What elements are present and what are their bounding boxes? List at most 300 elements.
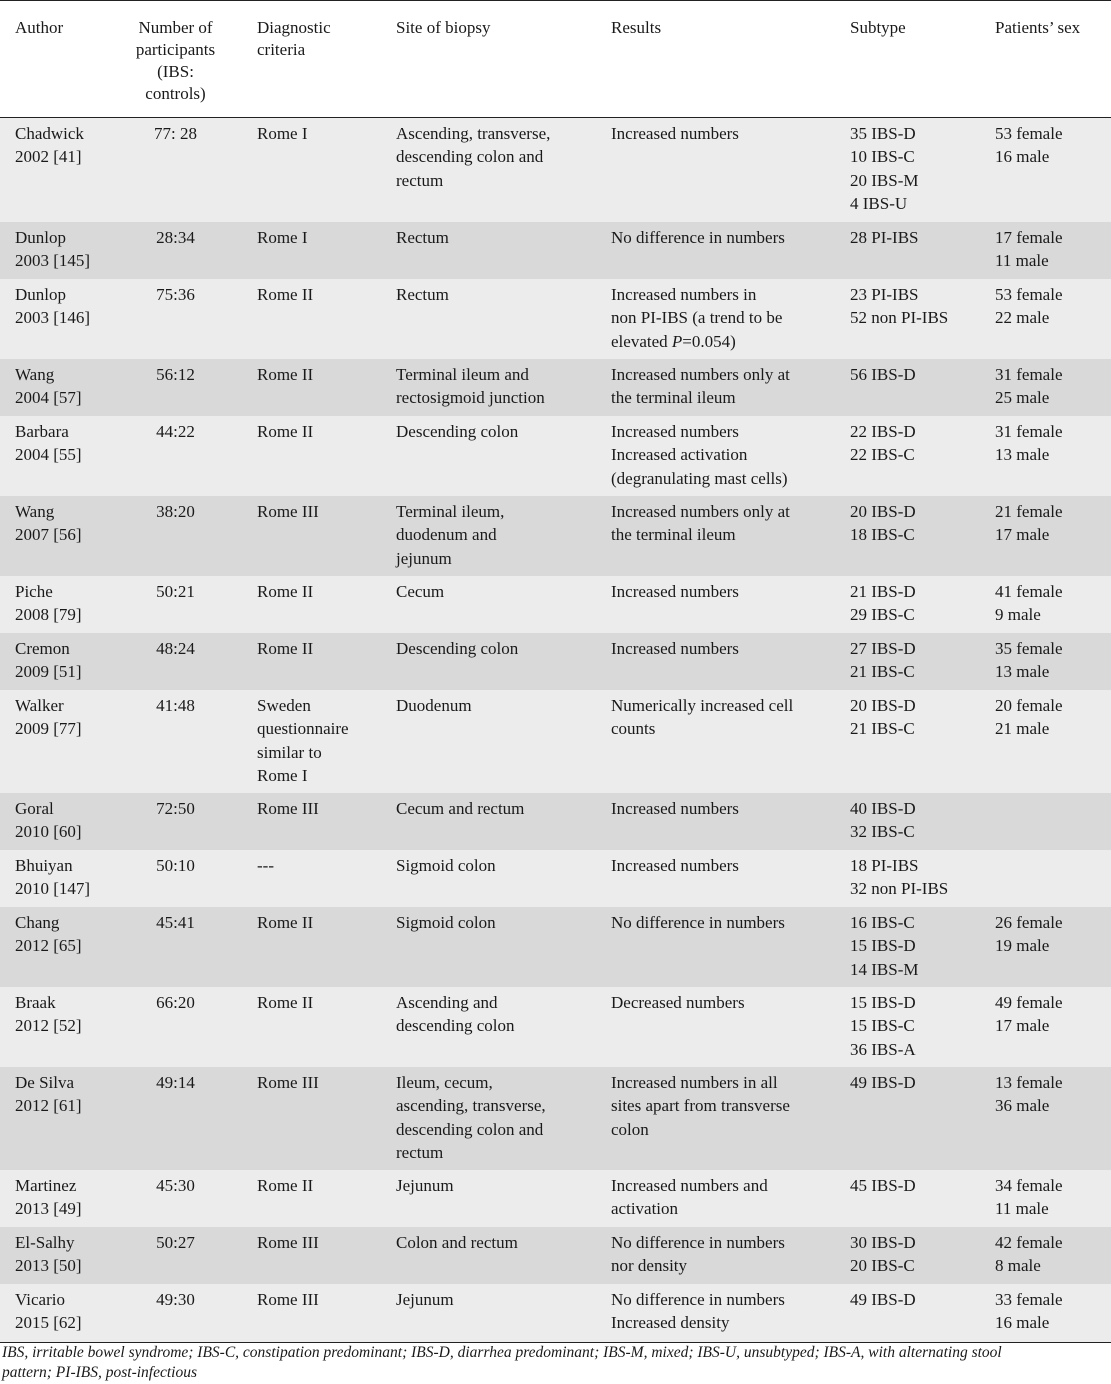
table-row xyxy=(0,1284,1111,1342)
cell-line: 49 IBS-D xyxy=(850,1073,916,1092)
cell-line: Sigmoid colon xyxy=(396,913,496,932)
cell-line: non PI-IBS (a trend to be xyxy=(611,308,783,328)
cell-line: Decreased numbers xyxy=(611,993,745,1012)
cell-sex xyxy=(995,690,1063,741)
cell-line: Increased numbers in xyxy=(611,285,757,304)
table-body xyxy=(0,118,1111,1342)
cell-line: Rome I xyxy=(257,765,308,785)
cell-line: 13 male xyxy=(995,445,1050,465)
cell-line: the terminal ileum xyxy=(611,388,736,408)
cell-line: Rome II xyxy=(257,913,314,932)
cell-subtype xyxy=(850,850,948,901)
cell-line: 2002 [41] xyxy=(15,147,82,167)
cell-line: 22 IBS-C xyxy=(850,445,915,465)
cell-line: Number of xyxy=(138,18,213,37)
cell-line: Braak xyxy=(15,993,56,1012)
cell-line: 45:30 xyxy=(156,1176,195,1195)
cell-line: rectum xyxy=(396,170,444,190)
cell-sex xyxy=(995,1284,1063,1335)
cell-line: Rome III xyxy=(257,799,319,818)
cell-line: 49:14 xyxy=(156,1073,195,1092)
cell-results xyxy=(611,633,739,660)
cell-line: 34 female xyxy=(995,1176,1063,1195)
cell-line: 2013 [50] xyxy=(15,1256,82,1276)
cell-line: 16 male xyxy=(995,147,1050,167)
cell-sex xyxy=(995,496,1063,547)
cell-criteria xyxy=(257,793,319,820)
cell-author xyxy=(15,987,82,1038)
table-header xyxy=(0,0,1111,118)
cell-participants xyxy=(118,118,233,145)
cell-sex xyxy=(995,1227,1063,1278)
cell-subtype xyxy=(850,1170,916,1197)
table-row xyxy=(0,987,1111,1067)
table-row xyxy=(0,279,1111,359)
cell-line: --- xyxy=(257,856,274,875)
cell-line: Cecum and rectum xyxy=(396,799,525,818)
cell-line: 2010 [60] xyxy=(15,822,82,842)
cell-author xyxy=(15,1170,82,1221)
cell-line: counts xyxy=(611,719,656,739)
cell-results xyxy=(611,907,785,934)
cell-line: Barbara xyxy=(15,422,69,441)
cell-author xyxy=(15,279,90,330)
cell-line: 21 female xyxy=(995,502,1063,521)
cell-line: Dunlop xyxy=(15,285,66,304)
cell-line: Walker xyxy=(15,696,64,715)
cell-line: Ileum, cecum, xyxy=(396,1073,493,1092)
cell-line: Rome I xyxy=(257,124,308,143)
cell-line: Duodenum xyxy=(396,696,472,715)
cell-line: 53 female xyxy=(995,285,1063,304)
cell-sex xyxy=(995,118,1063,169)
table-row xyxy=(0,690,1111,793)
cell-line: 49 IBS-D xyxy=(850,1290,916,1309)
cell-criteria xyxy=(257,850,274,877)
cell-participants xyxy=(118,576,233,603)
cell-line: 20 IBS-C xyxy=(850,1256,915,1276)
cell-line: 16 IBS-C xyxy=(850,913,915,932)
cell-line: 2012 [65] xyxy=(15,936,82,956)
cell-line: 17 male xyxy=(995,1016,1050,1036)
table-row xyxy=(0,793,1111,850)
cell-site xyxy=(396,907,496,934)
cell-site xyxy=(396,279,449,306)
cell-line: questionnaire xyxy=(257,719,349,739)
cell-results xyxy=(611,1227,785,1278)
cell-line: 17 male xyxy=(995,525,1050,545)
cell-line: 21 IBS-C xyxy=(850,719,915,739)
cell-author xyxy=(15,416,82,467)
cell-line: nor density xyxy=(611,1256,688,1276)
cell-line: Rectum xyxy=(396,285,449,304)
cell-line: 40 IBS-D xyxy=(850,799,916,818)
cell-subtype xyxy=(850,359,916,386)
table-row xyxy=(0,496,1111,576)
cell-participants xyxy=(118,1284,233,1311)
cell-line: Author xyxy=(15,18,64,37)
cell-line: Jejunum xyxy=(396,1290,454,1309)
cell-line: Terminal ileum and xyxy=(396,365,529,384)
cell-line: No difference in numbers xyxy=(611,1233,785,1252)
cell-line: 15 IBS-D xyxy=(850,936,916,956)
cell-site xyxy=(396,118,550,192)
cell-sex xyxy=(995,907,1063,958)
cell-line: Descending colon xyxy=(396,422,519,441)
cell-line: 38:20 xyxy=(156,502,195,521)
cell-participants xyxy=(118,633,233,660)
table-row xyxy=(0,222,1111,279)
cell-line: Increased numbers in all xyxy=(611,1073,778,1092)
cell-line: De Silva xyxy=(15,1073,75,1092)
cell-line: 2012 [61] xyxy=(15,1096,82,1116)
cell-line: 18 IBS-C xyxy=(850,525,915,545)
cell-line: Rome II xyxy=(257,285,314,304)
table-row xyxy=(0,850,1111,907)
cell-line: 56 IBS-D xyxy=(850,365,916,384)
cell-line: Ascending and xyxy=(396,993,498,1012)
header-participants xyxy=(118,1,233,105)
cell-line: Increased numbers only at xyxy=(611,502,790,521)
cell-site xyxy=(396,1170,454,1197)
cell-line: 8 male xyxy=(995,1256,1041,1276)
cell-author xyxy=(15,907,82,958)
cell-results xyxy=(611,1284,785,1335)
cell-author xyxy=(15,690,82,741)
cell-line: the terminal ileum xyxy=(611,525,736,545)
cell-line: 66:20 xyxy=(156,993,195,1012)
cell-results xyxy=(611,416,788,490)
cell-line: Colon and rectum xyxy=(396,1233,518,1252)
cell-subtype xyxy=(850,496,916,547)
cell-participants xyxy=(118,907,233,934)
cell-line: 2003 [146] xyxy=(15,308,91,328)
table-row xyxy=(0,907,1111,987)
cell-line: duodenum and xyxy=(396,525,497,545)
cell-author xyxy=(15,222,90,273)
cell-line: 2007 [56] xyxy=(15,525,82,545)
cell-sex xyxy=(995,359,1063,410)
cell-results xyxy=(611,1170,768,1221)
cell-site xyxy=(396,1284,454,1311)
cell-line: Rome III xyxy=(257,1073,319,1092)
table-row xyxy=(0,1067,1111,1170)
cell-criteria xyxy=(257,222,308,249)
cell-line: Increased numbers xyxy=(611,582,739,601)
cell-line: Rome III xyxy=(257,502,319,521)
cell-line: Subtype xyxy=(850,18,906,37)
cell-line: 2012 [52] xyxy=(15,1016,82,1036)
cell-results xyxy=(611,690,793,741)
cell-line: 4 IBS-U xyxy=(850,193,908,213)
cell-line: 49:30 xyxy=(156,1290,195,1309)
cell-participants xyxy=(118,987,233,1014)
cell-line: Diagnostic xyxy=(257,18,331,37)
cell-author xyxy=(15,1227,82,1278)
cell-results xyxy=(611,359,790,410)
cell-line: 17 female xyxy=(995,228,1063,247)
cell-line: Goral xyxy=(15,799,54,818)
cell-line: 50:10 xyxy=(156,856,195,875)
cell-line: 35 female xyxy=(995,639,1063,658)
cell-line: descending colon and xyxy=(396,147,544,167)
header-author xyxy=(15,1,63,39)
cell-participants xyxy=(118,416,233,443)
cell-author xyxy=(15,850,90,901)
cell-line: similar to xyxy=(257,742,322,762)
cell-site xyxy=(396,690,472,717)
cell-line: 21 IBS-D xyxy=(850,582,916,601)
cell-site xyxy=(396,850,496,877)
cell-line: participants xyxy=(135,40,216,59)
cell-line: Site of biopsy xyxy=(396,18,491,37)
cell-criteria xyxy=(257,359,313,386)
cell-line: 36 male xyxy=(995,1096,1050,1116)
cell-line: 20 female xyxy=(995,696,1063,715)
cell-line: Dunlop xyxy=(15,228,66,247)
cell-line: Jejunum xyxy=(396,1176,454,1195)
cell-line: 44:22 xyxy=(156,422,195,441)
cell-criteria xyxy=(257,690,349,787)
cell-subtype xyxy=(850,793,916,844)
cell-participants xyxy=(118,793,233,820)
cell-line: rectum xyxy=(396,1142,444,1162)
cell-line: Rome II xyxy=(257,422,314,441)
cell-line: controls) xyxy=(145,84,206,103)
cell-line: 15 IBS-D xyxy=(850,993,916,1012)
cell-line: Rome II xyxy=(257,582,314,601)
cell-line: 49 female xyxy=(995,993,1063,1012)
table-row xyxy=(0,576,1111,633)
cell-line: 2009 [77] xyxy=(15,719,82,739)
cell-line: Rome II xyxy=(257,365,314,384)
cell-line: 14 IBS-M xyxy=(850,959,919,979)
cell-line: 2008 [79] xyxy=(15,605,82,625)
cell-author xyxy=(15,576,82,627)
cell-subtype xyxy=(850,690,916,741)
cell-line: 11 male xyxy=(995,1199,1049,1219)
table-row xyxy=(0,118,1111,222)
cell-line: 22 IBS-D xyxy=(850,422,916,441)
cell-line: Increased numbers only at xyxy=(611,365,790,384)
cell-line: ascending, transverse, xyxy=(396,1096,546,1116)
cell-line: 15 IBS-C xyxy=(850,1016,915,1036)
cell-line: Descending colon xyxy=(396,639,519,658)
cell-author xyxy=(15,633,82,684)
cell-site xyxy=(396,416,518,443)
cell-line: 72:50 xyxy=(156,799,195,818)
cell-line: 36 IBS-A xyxy=(850,1039,916,1059)
cell-subtype xyxy=(850,987,916,1061)
cell-line: 2015 [62] xyxy=(15,1313,82,1333)
table-row xyxy=(0,633,1111,690)
cell-line: 9 male xyxy=(995,605,1041,625)
cell-line: 20 IBS-D xyxy=(850,502,916,521)
cell-line: 33 female xyxy=(995,1290,1063,1309)
cell-participants xyxy=(118,279,233,306)
cell-line: 53 female xyxy=(995,124,1063,143)
cell-sex xyxy=(995,222,1063,273)
cell-criteria xyxy=(257,118,308,145)
cell-line: Chadwick xyxy=(15,124,84,143)
cell-line: Increased numbers xyxy=(611,799,739,818)
cell-line: 77: 28 xyxy=(154,124,197,143)
cell-author xyxy=(15,1067,82,1118)
cell-line: colon xyxy=(611,1119,649,1139)
cell-line: 26 female xyxy=(995,913,1063,932)
table-row xyxy=(0,359,1111,416)
cell-subtype xyxy=(850,1067,916,1094)
cell-line: Cremon xyxy=(15,639,70,658)
cell-line: Cecum xyxy=(396,582,445,601)
cell-site xyxy=(396,359,545,410)
cell-site xyxy=(396,633,518,660)
cell-line: 18 PI-IBS xyxy=(850,856,919,875)
cell-line: 23 PI-IBS xyxy=(850,285,919,304)
cell-line: Ascending, transverse, xyxy=(396,124,551,143)
cell-line: 2003 [145] xyxy=(15,251,91,271)
cell-author xyxy=(15,118,84,169)
cell-line: Increased numbers xyxy=(611,124,739,143)
cell-line: 32 non PI-IBS xyxy=(850,879,949,899)
footnote-line: pattern; PI-IBS, post-infectious xyxy=(2,1364,197,1381)
cell-participants xyxy=(118,496,233,523)
cell-results xyxy=(611,987,745,1014)
cell-line: activation xyxy=(611,1199,679,1219)
footnote-line: IBS, irritable bowel syndrome; IBS-C, constipation predominant; IBS-D, diarrhea predominant; IBS-M, mixed; IBS-U, unsubtyped; IBS-A, with alternating stool xyxy=(2,1344,1002,1361)
cell-line: Rome III xyxy=(257,1290,319,1309)
cell-line: 2013 [49] xyxy=(15,1199,82,1219)
cell-line: Vicario xyxy=(15,1290,65,1309)
cell-line: Rome II xyxy=(257,1176,314,1195)
cell-line: criteria xyxy=(257,40,306,59)
cell-subtype xyxy=(850,222,918,249)
cell-participants xyxy=(118,359,233,386)
cell-line: 2004 [55] xyxy=(15,445,82,465)
cell-site xyxy=(396,576,444,603)
cell-line: Piche xyxy=(15,582,53,601)
cell-results xyxy=(611,1067,790,1141)
cell-line: 27 IBS-D xyxy=(850,639,916,658)
cell-subtype xyxy=(850,1227,916,1278)
cell-line: Terminal ileum, xyxy=(396,502,505,521)
cell-line: Numerically increased cell xyxy=(611,696,794,715)
cell-line: 2009 [51] xyxy=(15,662,82,682)
cell-line: 20 IBS-M xyxy=(850,170,919,190)
cell-participants xyxy=(118,1170,233,1197)
cell-subtype xyxy=(850,416,916,467)
cell-line: 16 male xyxy=(995,1313,1050,1333)
cell-criteria xyxy=(257,987,313,1014)
cell-criteria xyxy=(257,576,313,603)
cell-line: 13 female xyxy=(995,1073,1063,1092)
cell-line: No difference in numbers xyxy=(611,228,785,247)
cell-line: 41 female xyxy=(995,582,1063,601)
cell-line: El-Salhy xyxy=(15,1233,75,1252)
cell-line: Patients’ sex xyxy=(995,18,1081,37)
cell-sex xyxy=(995,633,1063,684)
cell-line: 31 female xyxy=(995,422,1063,441)
cell-line: Results xyxy=(611,18,662,37)
table-row xyxy=(0,1170,1111,1227)
cell-line: 32 IBS-C xyxy=(850,822,915,842)
cell-author xyxy=(15,496,82,547)
cell-criteria xyxy=(257,1170,313,1197)
cell-line: sites apart from transverse xyxy=(611,1096,790,1116)
cell-line: Sweden xyxy=(257,696,311,715)
cell-line: rectosigmoid junction xyxy=(396,388,545,408)
cell-line: 21 IBS-C xyxy=(850,662,915,682)
cell-line: Rome II xyxy=(257,993,314,1012)
cell-results xyxy=(611,222,785,249)
cell-subtype xyxy=(850,576,916,627)
cell-line: Increased density xyxy=(611,1313,730,1333)
cell-line: 2010 [147] xyxy=(15,879,91,899)
cell-line: 30 IBS-D xyxy=(850,1233,916,1252)
cell-line: 35 IBS-D xyxy=(850,124,916,143)
cell-line: Sigmoid colon xyxy=(396,856,496,875)
cell-line: Rome II xyxy=(257,639,314,658)
cell-results xyxy=(611,496,790,547)
cell-line: 31 female xyxy=(995,365,1063,384)
cell-author xyxy=(15,359,82,410)
cell-line: 28 PI-IBS xyxy=(850,228,919,247)
cell-line: Increased numbers xyxy=(611,856,739,875)
cell-line: No difference in numbers xyxy=(611,1290,785,1309)
cell-line: 56:12 xyxy=(156,365,195,384)
cell-line: 52 non PI-IBS xyxy=(850,308,949,328)
cell-site xyxy=(396,1067,546,1164)
cell-line: 19 male xyxy=(995,936,1050,956)
cell-criteria xyxy=(257,279,313,306)
cell-subtype xyxy=(850,633,916,684)
cell-line: 50:21 xyxy=(156,582,195,601)
cell-criteria xyxy=(257,416,313,443)
cell-line: elevated P=0.054) xyxy=(611,331,736,351)
cell-line: No difference in numbers xyxy=(611,913,785,932)
cell-participants xyxy=(118,222,233,249)
cell-subtype xyxy=(850,279,948,330)
cell-results xyxy=(611,576,739,603)
cell-line: descending colon and xyxy=(396,1119,544,1139)
cell-sex xyxy=(995,1170,1063,1221)
cell-criteria xyxy=(257,907,313,934)
cell-site xyxy=(396,1227,518,1254)
cell-sex xyxy=(995,279,1063,330)
cell-line: 20 IBS-D xyxy=(850,696,916,715)
cell-criteria xyxy=(257,1284,319,1311)
cell-line: 75:36 xyxy=(156,285,195,304)
cell-line: 22 male xyxy=(995,308,1050,328)
cell-author xyxy=(15,793,82,844)
header-sex xyxy=(995,1,1080,39)
cell-line: 45 IBS-D xyxy=(850,1176,916,1195)
cell-line: 25 male xyxy=(995,388,1050,408)
cell-site xyxy=(396,496,504,570)
cell-line: 10 IBS-C xyxy=(850,147,915,167)
cell-line: 13 male xyxy=(995,662,1050,682)
cell-line: Increased numbers xyxy=(611,422,739,441)
cell-sex xyxy=(995,576,1063,627)
cell-author xyxy=(15,1284,82,1335)
cell-line: 28:34 xyxy=(156,228,195,247)
cell-criteria xyxy=(257,496,319,523)
cell-criteria xyxy=(257,1227,319,1254)
cell-subtype xyxy=(850,118,918,215)
cell-criteria xyxy=(257,1067,319,1094)
cell-line: descending colon xyxy=(396,1016,515,1036)
cell-line: Rome I xyxy=(257,228,308,247)
